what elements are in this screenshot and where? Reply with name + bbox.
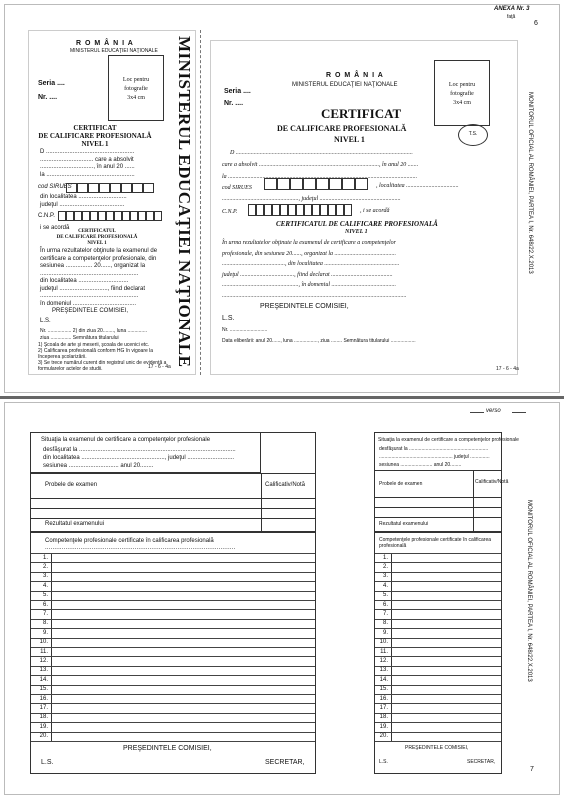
stub-competence-row <box>375 638 501 639</box>
competence-number: 3. <box>42 573 48 580</box>
cert-body-line: profesionale, din sesiunea 20......, organizat la ......................................... <box>222 250 397 257</box>
stub-exam-situation-box <box>374 432 519 532</box>
competence-number: 10. <box>39 639 48 646</box>
competence-number: 13. <box>39 667 48 674</box>
cert-line: , i se acordă <box>360 208 390 214</box>
competence-number: 7. <box>42 610 48 617</box>
result-label: Rezultatul examenului <box>45 521 105 527</box>
cert-line: D ...................................................................................................................... <box>230 150 413 156</box>
stub-title-line: DE CALIFICARE PROFESIONALĂ <box>38 132 152 140</box>
competence-number: 16. <box>39 695 48 702</box>
competence-number: 17. <box>39 704 48 711</box>
cert-sirues-label: cod SIRUES <box>222 185 252 191</box>
annex-label: ANEXA Nr. 3 <box>494 6 530 12</box>
stub-competences-box <box>374 532 502 774</box>
perforation-line <box>200 30 201 375</box>
cert-sirues-cells <box>264 177 368 195</box>
stub-col-exam: Probele de examen <box>379 481 423 487</box>
stub-competence-number: 1. <box>382 554 388 561</box>
stub-body-line: În urma rezultatelor obţinute la examenul de <box>40 248 158 254</box>
stub-competence-row <box>375 703 501 704</box>
stub-competence-row <box>375 628 501 629</box>
col-grade: Calificativ/Notă <box>265 482 306 488</box>
stub-competence-number: 9. <box>382 629 388 636</box>
situation-divider <box>31 473 315 474</box>
stub-body-line: ........................................................... <box>40 293 139 299</box>
cert-body-line: În urma rezultatelor obţinute la examenul de certificare a competenţelor <box>222 240 397 246</box>
stub-cnp-label: C.N.P. <box>38 213 55 219</box>
cert-title: CERTIFICAT <box>321 106 402 121</box>
stub-competence-row <box>375 675 501 676</box>
stub-competence-number: 18. <box>379 714 388 721</box>
exam-row <box>31 498 315 499</box>
competence-row <box>31 562 315 563</box>
stub-competence-row <box>375 591 501 592</box>
competence-row <box>31 694 315 695</box>
stub-competence-row <box>375 647 501 648</box>
situation-line: sesiunea .............................. anul 20........ <box>43 463 154 469</box>
stub-body-line: judeţul ............................., fiind declarat <box>40 285 146 292</box>
stub-competence-row <box>375 553 501 554</box>
cert-photo-box <box>434 60 490 126</box>
competence-row <box>31 713 315 714</box>
verso-secretary: SECRETAR, <box>265 759 305 766</box>
stub-photo-box <box>108 55 164 121</box>
stub-title2-line: CERTIFICATUL <box>78 229 116 234</box>
stub-grade-rule <box>473 471 474 531</box>
competence-row <box>31 722 315 723</box>
cert-level: NIVEL 1 <box>334 135 365 144</box>
competence-row <box>31 638 315 639</box>
cert-line: la .............................................................................................................................. <box>222 174 418 180</box>
gazette-header-bottom: MONITORUL OFICIAL AL ROMÂNIEI, PARTEA I, Nr. 648/22.X.2013 <box>526 500 532 682</box>
competence-row <box>31 628 315 629</box>
competence-row <box>31 703 315 704</box>
competence-row <box>31 741 315 742</box>
side-back-label: verso <box>486 408 501 414</box>
stub-result-label: Rezultatul examenului <box>379 521 429 527</box>
competences-title: Competenţele profesionale certificate în calificarea profesională <box>45 538 214 544</box>
stub-competence-number: 8. <box>382 620 388 627</box>
stub-verso-secretary: SECRETAR, <box>467 759 496 765</box>
competence-number: 20. <box>39 733 48 740</box>
verso-rule-right <box>512 412 526 413</box>
stub-competence-number: 17. <box>379 704 388 711</box>
stub-competence-number: 12. <box>379 657 388 664</box>
cert-body <box>222 238 407 301</box>
stub-competence-number: 13. <box>379 667 388 674</box>
cert-body-line: .........................................., din localitatea .................................................. <box>222 261 400 267</box>
cert-series: Seria .... <box>224 88 251 95</box>
stub-note: 3) Se trece numărul curent din registrul unic de evidenţă a formularelor actelor de studii. <box>38 360 167 372</box>
stub-situation-line: ..................................................... judeţul .............. <box>379 454 490 460</box>
cert-title2: CERTIFICATUL DE CALIFICARE PROFESIONALĂ <box>276 220 438 228</box>
ts-stamp <box>458 124 488 146</box>
stub-competence-number: 7. <box>382 610 388 617</box>
cert-body-line: judeţul ...................................., fiind declarat ......................................... <box>222 271 393 278</box>
stub-title-line: CERTIFICAT <box>73 124 117 132</box>
cert-ls: L.S. <box>222 315 235 322</box>
stub-number: Nr. .... <box>38 94 58 101</box>
stub-cnp-cells <box>58 208 162 226</box>
exam-row <box>31 518 315 519</box>
cert-body-line: ........................................................................................................................... <box>222 292 407 299</box>
competence-row <box>31 591 315 592</box>
competences-box <box>30 532 316 774</box>
stub-sirues-label: cod SIRUES <box>38 184 72 190</box>
stub-photo-line: 3x4 cm <box>127 95 145 101</box>
competence-row <box>31 675 315 676</box>
stub-note: 1) Şcoala de arte şi meserii, şcoala de ucenici etc. <box>38 342 150 348</box>
stub-exam-row <box>375 497 501 498</box>
stub-verso-ls: L.S. <box>379 759 388 765</box>
stub-competence-number: 3. <box>382 573 388 580</box>
stub-competence-row <box>375 694 501 695</box>
stub-competence-number: 10. <box>379 639 388 646</box>
stub-country: R O M Â N I A <box>76 40 134 47</box>
stub-ministry: MINISTERUL EDUCAŢIEI NAŢIONALE <box>70 48 158 54</box>
cert-subtitle: DE CALIFICARE PROFESIONALĂ <box>277 124 407 133</box>
competence-row <box>31 609 315 610</box>
cert-cnp-cells <box>248 203 352 221</box>
stub-line: la ..................................................... <box>40 172 135 178</box>
stub-note: 2) Calificarea profesională conform HG în vigoare la începerea școlarizării. <box>38 348 154 360</box>
cert-code: 17 - 6 - 4a <box>496 366 519 372</box>
stub-competence-row <box>375 619 501 620</box>
competence-number: 2. <box>42 563 48 570</box>
cert-country: R O M Â N I A <box>326 72 384 79</box>
stub-body-line: ........................................................... <box>40 270 139 277</box>
competence-number: 12. <box>39 657 48 664</box>
stub-exam-row <box>375 517 501 518</box>
cert-level2: NIVEL 1 <box>345 229 368 235</box>
verso-president: PREŞEDINTELE COMISIEI, <box>123 745 212 752</box>
stub-competence-row <box>375 741 501 742</box>
competence-number: 1. <box>42 554 48 561</box>
competence-number: 11. <box>40 648 48 655</box>
competence-number: 9. <box>42 629 48 636</box>
competence-number: 14. <box>39 676 48 683</box>
stub-competence-number: 11. <box>380 648 388 655</box>
stub-competence-number: 20. <box>379 733 388 740</box>
stub-competence-row <box>375 722 501 723</box>
stub-competence-number: 2. <box>382 563 388 570</box>
cert-line: ..................................................., judeţul ...................................................... <box>222 196 401 202</box>
competence-row <box>31 656 315 657</box>
stub-code: 17 - 6 - 4a <box>148 364 171 370</box>
stub-issue: Nr. ................. 2) din ziua 20........, luna .............. <box>40 328 147 334</box>
cert-ministry: MINISTERUL EDUCAŢIEI NAŢIONALE <box>292 82 398 88</box>
stub-competence-row <box>375 666 501 667</box>
cert-line: , localitatea ................................... <box>376 183 459 189</box>
stub-line: ................................, în anul 20 ...... <box>40 164 135 170</box>
stub-title2-line: NIVEL 1 <box>87 241 107 246</box>
competence-row <box>31 619 315 620</box>
competence-row <box>31 581 315 582</box>
cert-president: PREŞEDINTELE COMISIEI, <box>260 303 349 310</box>
page-number-bottom: 7 <box>530 766 534 773</box>
cert-photo-line: fotografie <box>450 91 474 97</box>
stub-line: i se acordă <box>40 225 70 231</box>
stub-competence-row <box>375 713 501 714</box>
stub-photo-line: fotografie <box>124 86 148 92</box>
stub-body-line: certificare a competenţelor profesionale, din <box>40 255 157 262</box>
stub-competence-number: 4. <box>382 582 388 589</box>
ministry-vertical-text: MINISTERUL EDUCAŢIEI NAŢIONALE <box>175 36 194 368</box>
stub-competence-row <box>375 562 501 563</box>
page-separator <box>0 396 564 399</box>
page-number-top: 6 <box>534 20 538 27</box>
cert-number: Nr. .... <box>224 100 244 107</box>
stub-issue2: ziua ............... Semnătura titularului <box>40 335 119 341</box>
stub-col-grade: Calificativ/Notă <box>475 479 509 485</box>
stub-situation-title: Situaţia la examenul de certificare a competenţelor profesionale <box>378 437 519 443</box>
competence-number: 18. <box>39 714 48 721</box>
cert-nr: Nr. ........................... <box>222 327 268 333</box>
cert-body-line: ..................................................., în domeniul ........................................... <box>222 282 396 288</box>
cert-date: Data eliberării: anul 20......, luna ................., ziua ........ Semnătura titularului .................. <box>222 338 416 344</box>
stub-competence-row <box>375 581 501 582</box>
stub-situation-line: desfăşurat la ......................................................... <box>379 446 489 452</box>
competence-number: 6. <box>42 601 48 608</box>
competence-row <box>31 685 315 686</box>
competence-number: 4. <box>42 582 48 589</box>
stub-body-line: în domeniul ...................................... <box>40 300 137 307</box>
stub-ls: L.S. <box>40 318 51 324</box>
stub-title-line: NIVEL 1 <box>81 140 109 148</box>
stub-photo-line: Loc pentru <box>122 77 150 83</box>
stub-competence-number: 6. <box>382 601 388 608</box>
competence-number: 15. <box>39 686 48 693</box>
competence-row <box>31 572 315 573</box>
competence-row <box>31 647 315 648</box>
stub-situation-line: sesiunea ....................... anul 20........ <box>379 462 462 468</box>
side-front-label: faţă <box>507 14 516 20</box>
ts-stamp-text: T.S. <box>468 131 478 137</box>
stub-competence-row <box>375 609 501 610</box>
stub-president: PREŞEDINTELE COMISIEI, <box>52 308 129 314</box>
situation-title: Situaţia la examenul de certificare a competenţelor profesionale <box>41 437 211 443</box>
stub-exam-row <box>375 507 501 508</box>
stub-body <box>40 248 157 308</box>
stub-body-line: sesiunea ................ 20......, organizat la <box>40 263 146 269</box>
competence-number: 5. <box>42 592 48 599</box>
stub-competence-number: 14. <box>379 676 388 683</box>
stub-competences-title: Competenţele profesionale certificate în calificarea profesională <box>379 537 492 549</box>
stub-line: D ..................................................... <box>40 149 135 155</box>
cert-line: care a absolvit ................................................................................, în anul 20 ....... <box>222 162 419 168</box>
verso-ls: L.S. <box>41 759 54 766</box>
competence-number: 19. <box>39 723 48 730</box>
stub-competence-number: 15. <box>379 686 388 693</box>
exam-row <box>31 508 315 509</box>
competence-row <box>31 732 315 733</box>
situation-line: desfăşurat la .............................................................................................. <box>43 447 236 453</box>
stub-verso-president: PREŞEDINTELE COMISIEI, <box>405 745 469 751</box>
exam-situation-box <box>30 432 316 532</box>
stub-line: judeţul ....................................... <box>40 202 125 208</box>
verso-rule-left <box>470 412 484 413</box>
gazette-header-top: MONITORUL OFICIAL AL ROMÂNIEI, PARTEA I, Nr. 648/22.X.2013 <box>527 92 533 274</box>
competence-row <box>31 600 315 601</box>
grade-column-rule <box>261 473 262 531</box>
col-exam: Probele de examen <box>45 482 98 488</box>
stub-title2 <box>42 229 152 247</box>
competences-dots: ...................................................................................................... <box>45 545 236 551</box>
stub-competence-row <box>375 732 501 733</box>
stub-competence-number: 16. <box>379 695 388 702</box>
stub-line: din localitatea ............................. <box>40 194 127 200</box>
cert-photo-line: 3x4 cm <box>453 100 471 106</box>
stub-competence-row <box>375 685 501 686</box>
stub-series: Seria .... <box>38 80 65 87</box>
stub-line: ................................ care a absolvit <box>40 157 134 163</box>
stub-competence-row <box>375 656 501 657</box>
competence-row <box>31 553 315 554</box>
competence-row <box>31 666 315 667</box>
cert-cnp-label: C.N.P. <box>222 209 238 215</box>
stub-competence-number: 5. <box>382 592 388 599</box>
stub-body-line: din localitatea .............................. <box>40 278 129 284</box>
competence-number: 8. <box>42 620 48 627</box>
stub-title2-line: DE CALIFICARE PROFESIONALĂ <box>56 235 138 240</box>
stub-title <box>36 124 154 148</box>
stub-competence-number: 19. <box>379 723 388 730</box>
stub-competence-row <box>375 600 501 601</box>
stub-competence-row <box>375 572 501 573</box>
cert-photo-line: Loc pentru <box>448 82 476 88</box>
situation-line: din localitatea .................................................., judeţul ............................ <box>43 455 235 461</box>
